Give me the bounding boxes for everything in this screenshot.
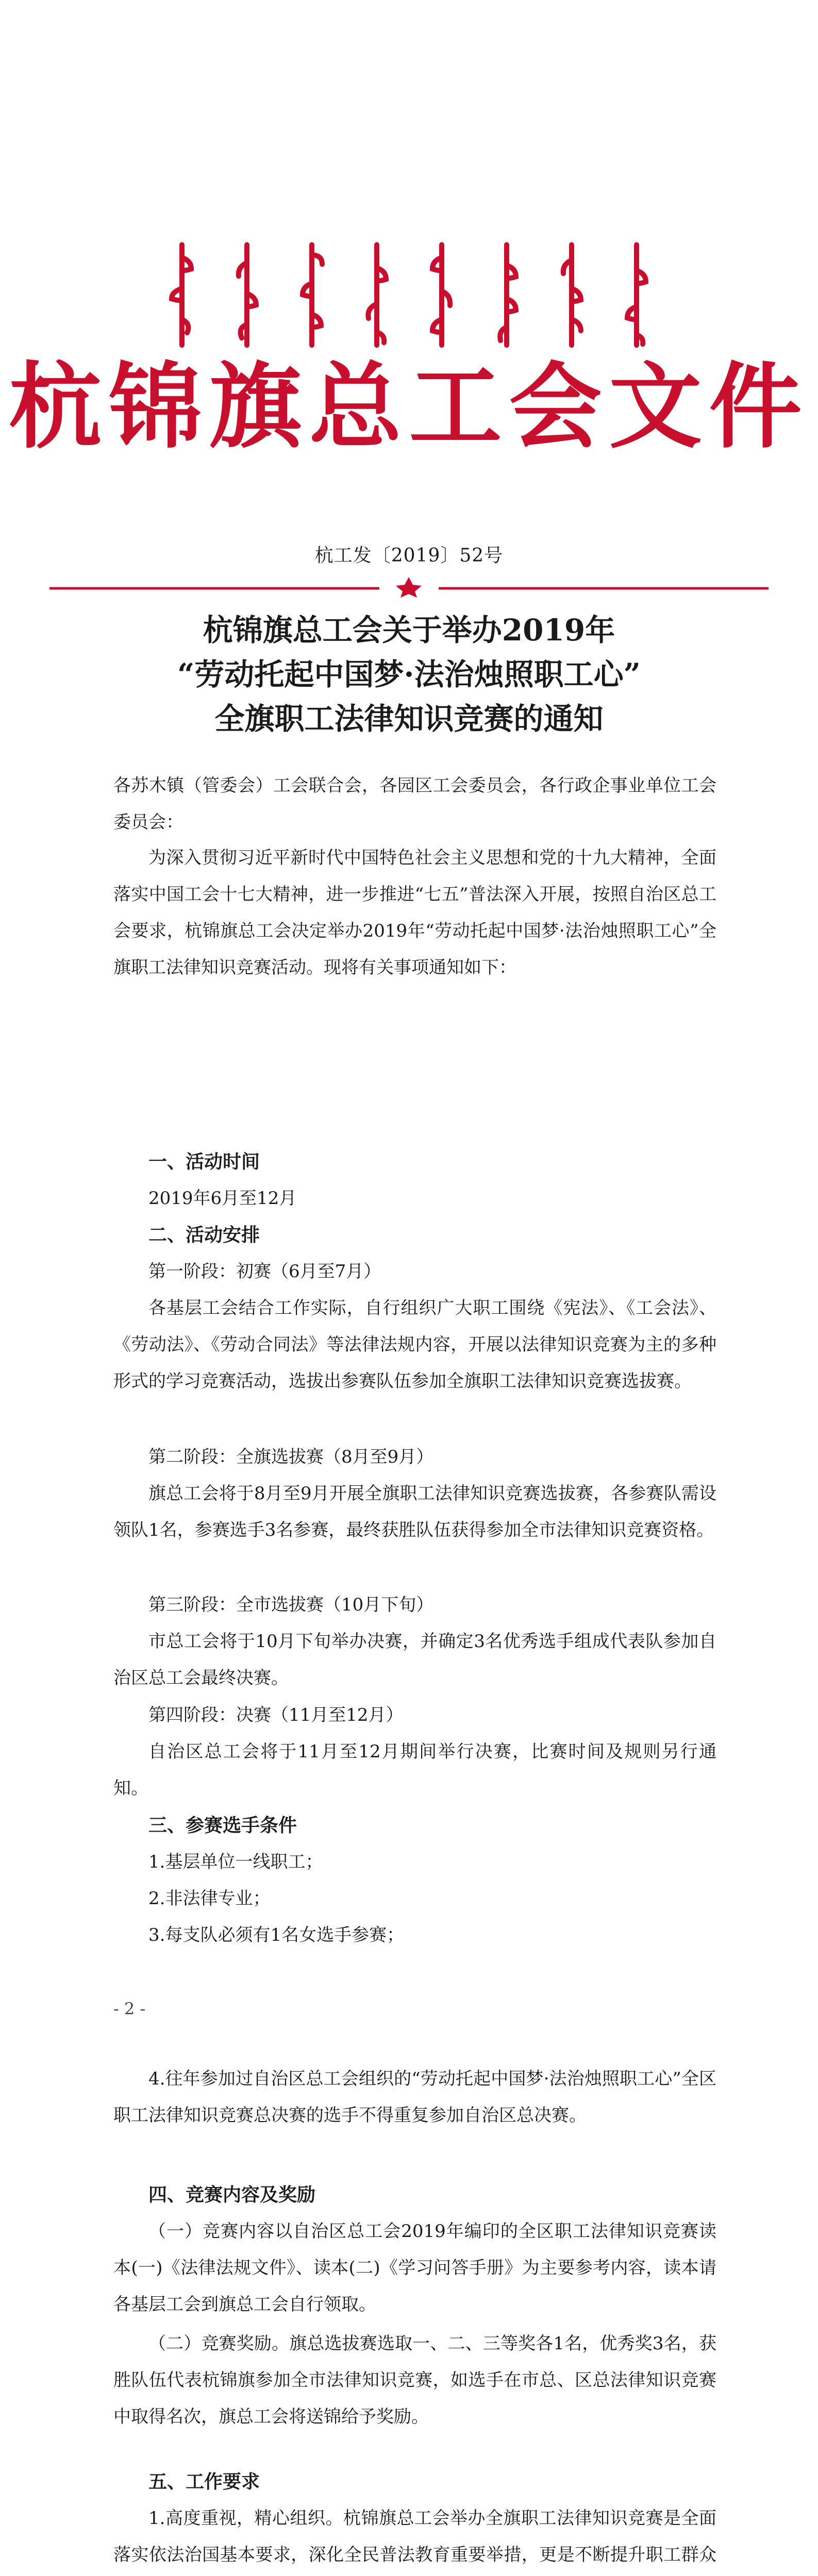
section-heading: 二、活动安排 <box>148 1224 260 1246</box>
section-heading: 五、工作要求 <box>148 2471 260 2493</box>
mongolian-glyph <box>492 242 521 350</box>
mongolian-glyph <box>232 242 261 350</box>
stage-title: 第四阶段：决赛（11月至12月） <box>148 1705 404 1725</box>
stage-body: 旗总工会将于8月至9月开展全旗职工法律知识竞赛选拔赛，各参赛队需设领队1名，参赛选手3名参赛，最终获胜队伍获得参加全市法律知识竞赛资格。 <box>113 1483 716 1540</box>
stage-title: 第二阶段：全旗选拔赛（8月至9月） <box>148 1447 434 1467</box>
stage-title: 第一阶段：初赛（6月至7月） <box>148 1261 381 1282</box>
mongolian-script-banner <box>0 242 818 350</box>
stage-title: 第三阶段：全市选拔赛（10月下旬） <box>148 1595 434 1615</box>
list-item: 1.基层单位一线职工； <box>148 1852 323 1872</box>
notice-title <box>0 608 818 741</box>
document-number: 杭工发〔2019〕52号 <box>314 545 504 566</box>
list-item: 4.往年参加过自治区总工会组织的“劳动托起中国梦·法治烛照职工心”全区职工法律知识竞赛总决赛的选手不得重复参加自治区总决赛。 <box>113 2069 716 2126</box>
page-number: - 2 - <box>113 1999 146 2019</box>
stage-body: 各基层工会结合工作实际，自行组织广大职工围绕《宪法》、《工会法》、《劳动法》、《劳动合同法》等法律法规内容，开展以法律知识竞赛为主的多种形式的学习竞赛活动，选拔出参赛队伍参加全旗职工法律知识竞赛选拔赛。 <box>113 1298 716 1392</box>
notice-title-line: 杭锦旗总工会关于举办2019年 <box>203 613 615 648</box>
section-heading: 三、参赛选手条件 <box>148 1815 297 1836</box>
mongolian-glyph <box>427 242 456 350</box>
requirement-paragraph: 1.高度重视，精心组织。杭锦旗总工会举办全旗职工法律知识竞赛是全面落实依法治国基本要求，深化全民普法教育重要举措，更是不断提升职工群众 <box>113 2508 716 2565</box>
intro-paragraph: 为深入贯彻习近平新时代中国特色社会主义思想和党的十九大精神，全面落实中国工会十七大精神，进一步推进“七五”普法深入开展，按照自治区总工会要求，杭锦旗总工会决定举办2019年“劳动托起中国梦·法治烛照职工心”全旗职工法律知识竞赛活动。现将有关事项通知如下： <box>113 848 716 978</box>
recipients: 各苏木镇（管委会）工会联合会，各园区工会委员会，各行政企事业单位工会委员会： <box>113 775 716 833</box>
document-header-title: 杭锦旗总工会文件 <box>9 352 809 461</box>
red-divider-with-star <box>49 577 769 598</box>
section-heading: 一、活动时间 <box>148 1151 260 1173</box>
list-item: 2.非法律专业； <box>148 1888 271 1909</box>
stage-body: 市总工会将于10月下旬举办决赛，并确定3名优秀选手组成代表队参加自治区总工会最终决赛。 <box>113 1631 716 1688</box>
reward-paragraph: （二）竞赛奖励。旗总选拔赛选取一、二、三等奖各1名，优秀奖3名，获胜队伍代表杭锦旗参加全市法律知识竞赛，如选手在市总、区总法律知识竞赛中取得名次，旗总工会将送锦给予奖励。 <box>113 2333 716 2427</box>
mongolian-glyph <box>557 242 586 350</box>
mongolian-glyph <box>362 242 391 350</box>
mongolian-glyph <box>297 242 326 350</box>
content-paragraph: （一）竞赛内容以自治区总工会2019年编印的全区职工法律知识竞赛读本(一)《法律法规文件》、读本(二)《学习问答手册》为主要参考内容，读本请各基层工会到旗总工会自行领取。 <box>113 2221 716 2315</box>
notice-title-line: “劳动托起中国梦·法治烛照职工心” <box>177 657 641 692</box>
notice-title-line: 全旗职工法律知识竞赛的通知 <box>214 701 604 736</box>
mongolian-glyph <box>622 242 651 350</box>
activity-time: 2019年6月至12月 <box>148 1188 297 1209</box>
mongolian-glyph <box>168 242 196 350</box>
stage-body: 自治区总工会将于11月至12月期间举行决赛，比赛时间及规则另行通知。 <box>113 1741 716 1799</box>
section-heading: 四、竞赛内容及奖励 <box>148 2184 316 2206</box>
star-icon <box>396 577 422 598</box>
list-item: 3.每支队必须有1名女选手参赛； <box>148 1925 405 1945</box>
